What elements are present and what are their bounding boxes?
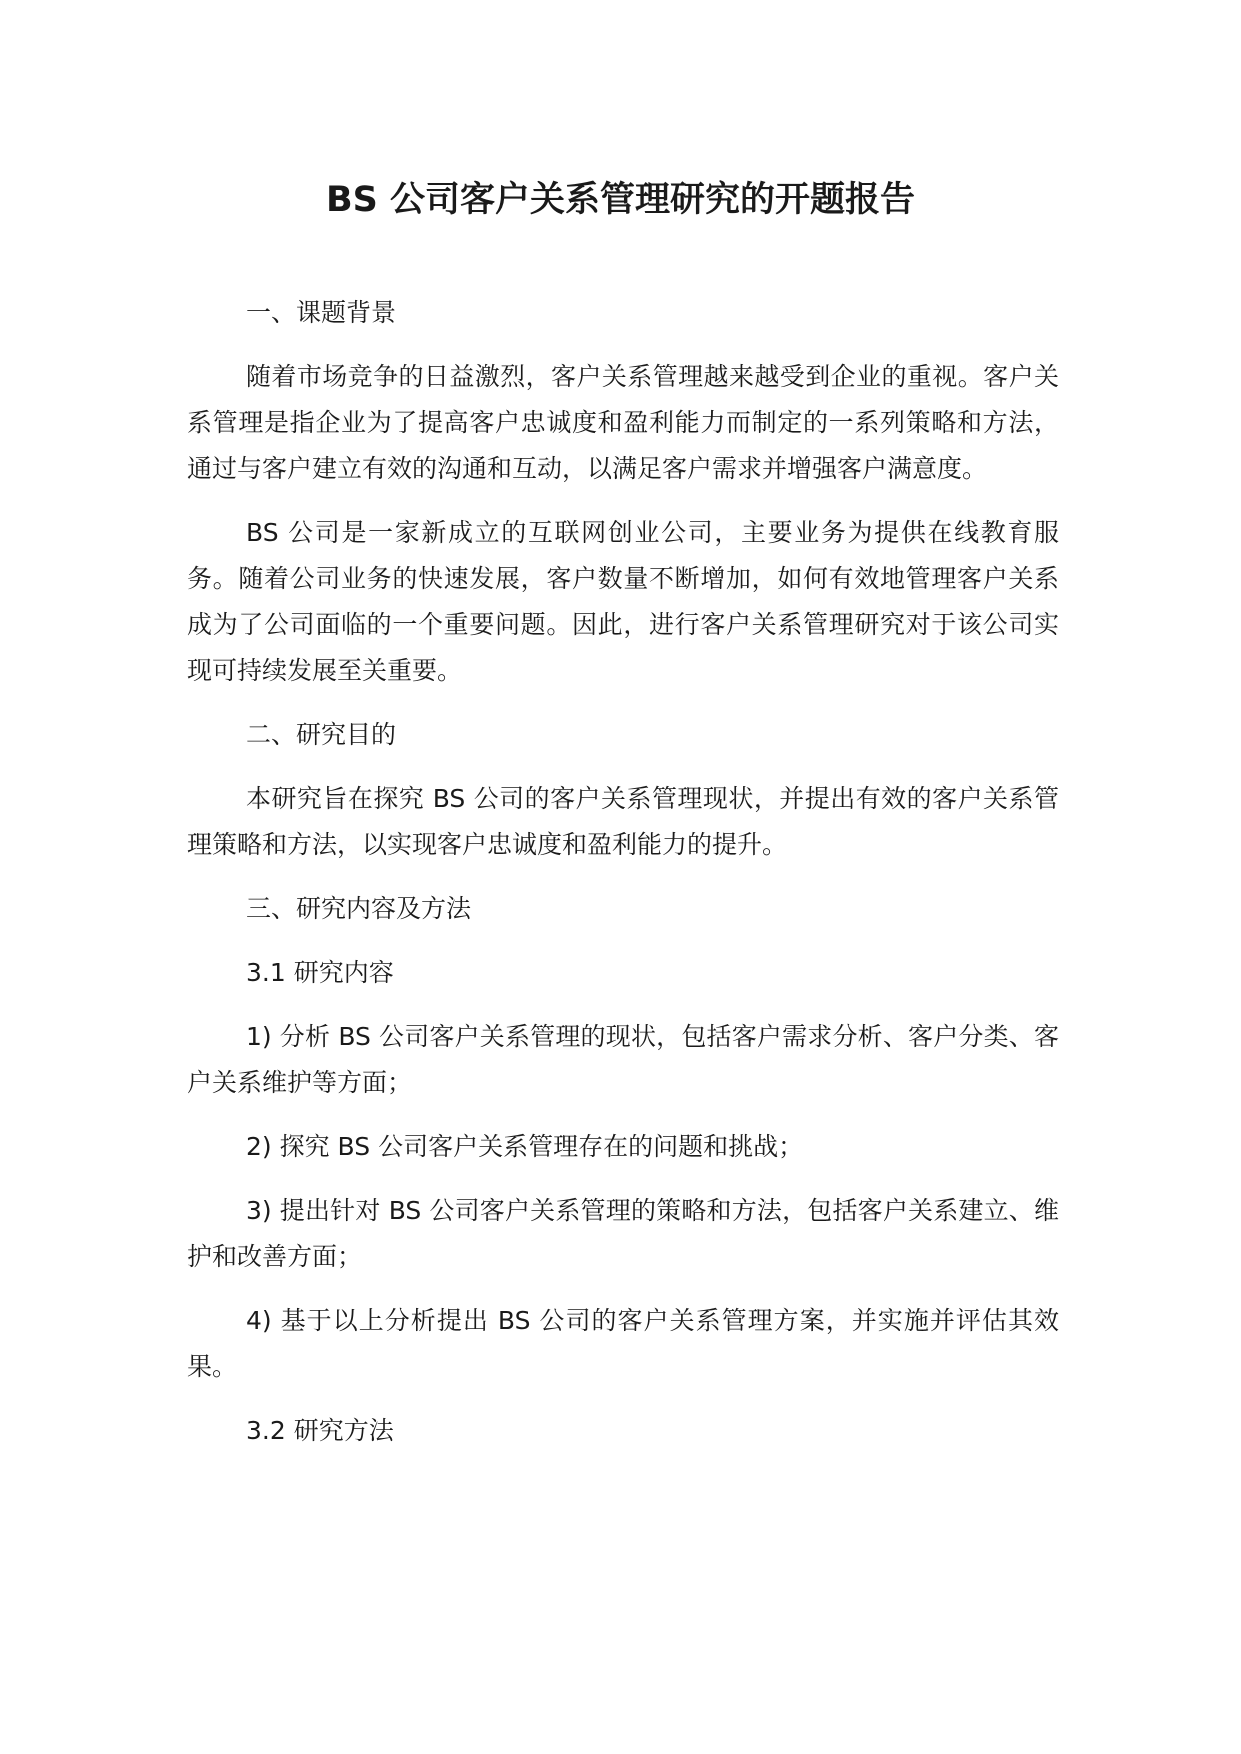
subsection-heading-methods: 3.2 研究方法 (246, 1416, 394, 1445)
list-item-content-2: 2) 探究 BS 公司客户关系管理存在的问题和挑战； (246, 1132, 804, 1161)
paragraph-purpose: 本研究旨在探究 BS 公司的客户关系管理现状，并提出有效的客户关系管理策略和方法，以实现客户忠诚度和盈利能力的提升。 (187, 784, 1059, 859)
paragraph-background-1: 随着市场竞争的日益激烈，客户关系管理越来越受到企业的重视。客户关系管理是指企业为了提高客户忠诚度和盈利能力而制定的一系列策略和方法，通过与客户建立有效的沟通和互动，以满足客户需求并增强客户满意度。 (187, 362, 1059, 483)
list-item-content-3: 3) 提出针对 BS 公司客户关系管理的策略和方法，包括客户关系建立、维护和改善方面； (187, 1196, 1059, 1271)
paragraph-background-2: BS 公司是一家新成立的互联网创业公司，主要业务为提供在线教育服务。随着公司业务的快速发展，客户数量不断增加，如何有效地管理客户关系成为了公司面临的一个重要问题。因此，进行客户关系管理研究对于该公司实现可持续发展至关重要。 (187, 518, 1059, 685)
document-body (187, 290, 1059, 1472)
section-heading-content-methods: 三、研究内容及方法 (246, 894, 472, 923)
subsection-heading-content: 3.1 研究内容 (246, 958, 394, 987)
section-heading-purpose: 二、研究目的 (246, 720, 397, 749)
document-title: BS 公司客户关系管理研究的开题报告 (325, 180, 916, 220)
list-item-content-4: 4) 基于以上分析提出 BS 公司的客户关系管理方案，并实施并评估其效果。 (187, 1306, 1059, 1381)
section-heading-background: 一、课题背景 (246, 298, 397, 327)
list-item-content-1: 1) 分析 BS 公司客户关系管理的现状，包括客户需求分析、客户分类、客户关系维护等方面； (187, 1022, 1059, 1097)
